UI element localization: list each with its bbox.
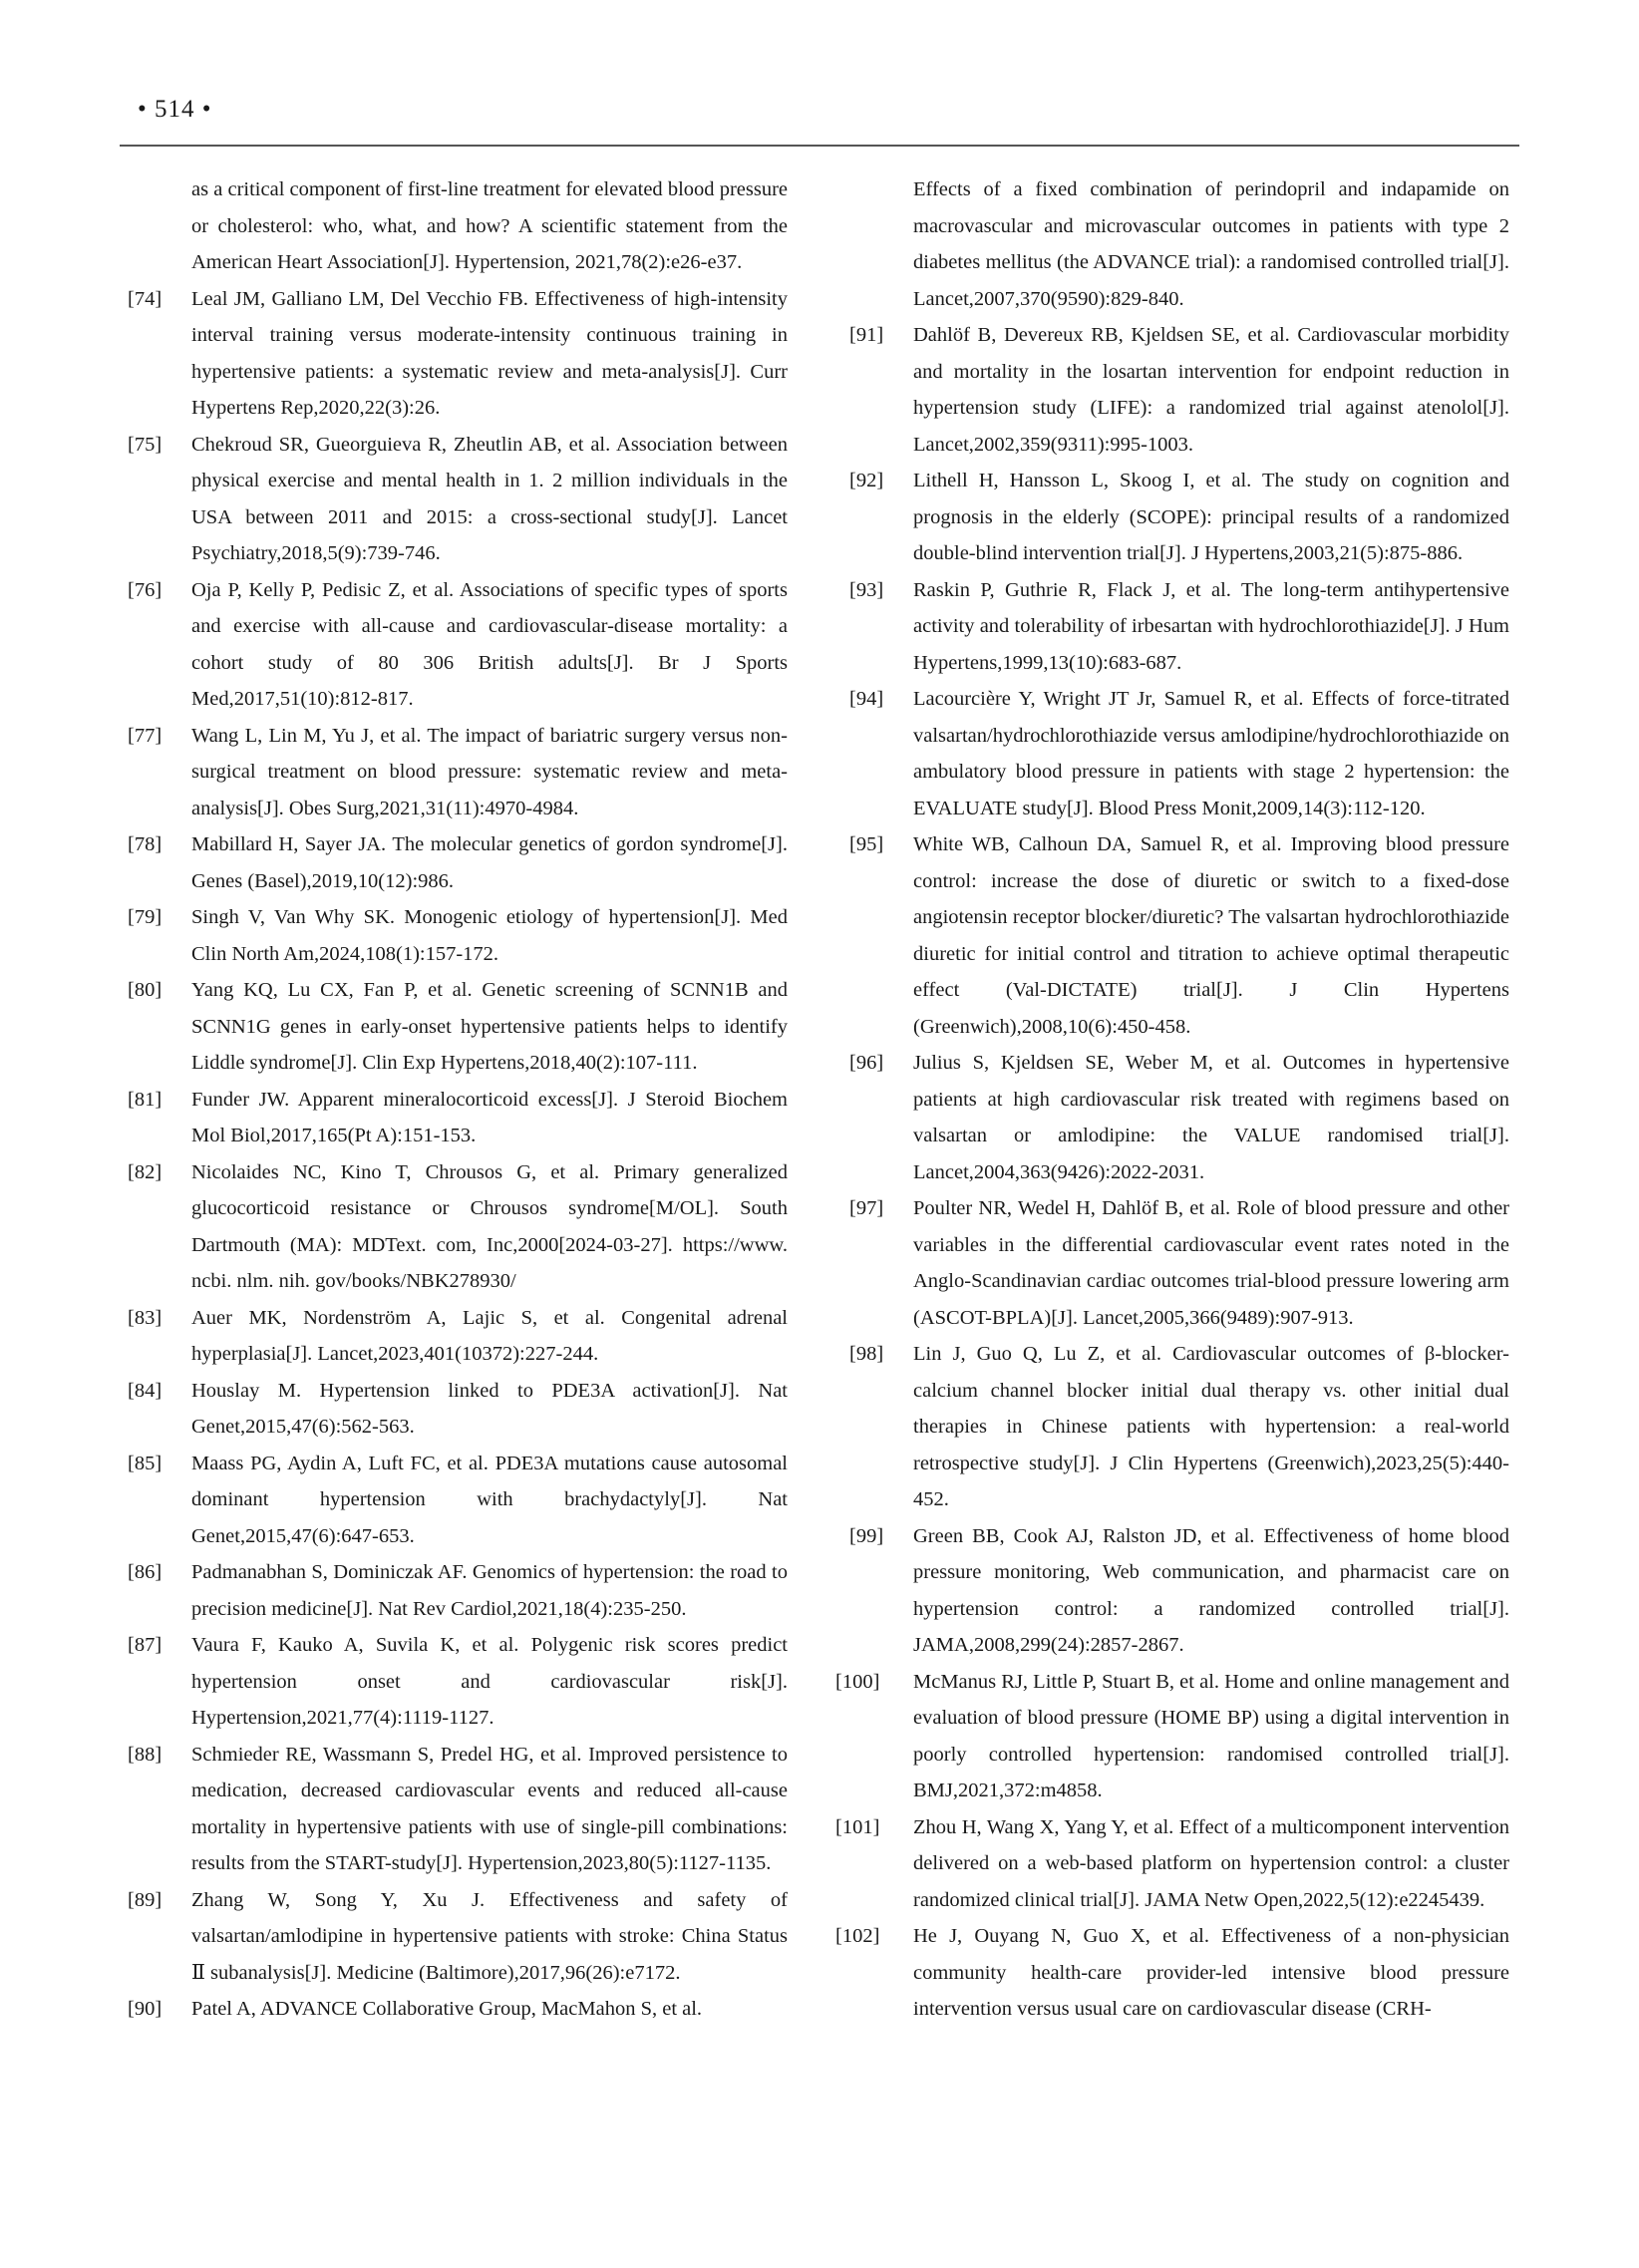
reference-number: [97] <box>849 1197 884 1219</box>
reference-text: Houslay M. Hypertension linked to PDE3A activation[J]. Nat Genet,2015,47(6):562-563. <box>191 1379 788 1438</box>
reference-number: [94] <box>849 688 884 710</box>
reference-text: Lithell H, Hansson L, Skoog I, et al. The study on cognition and prognosis in the elderly (SCOPE): principal results of a randomized double-blind intervention trial[J]. J Hypertens,2003,21(5):875-886. <box>913 470 1509 564</box>
reference-entry <box>128 1154 788 1300</box>
reference-entry <box>128 899 788 972</box>
reference-text: Lacourcière Y, Wright JT Jr, Samuel R, et al. Effects of force-titrated valsartan/hydrochlorothiazide versus amlodipine/hydrochlorothiazide on ambulatory blood pressure in patients with stage 2 hypertension: the EVALUATE study[J]. Blood Press Monit,2009,14(3):112-120. <box>913 688 1509 819</box>
reference-text: Leal JM, Galliano LM, Del Vecchio FB. Effectiveness of high-intensity interval training versus moderate-intensity continuous training in hypertensive patients: a systematic review and meta-analysis[J]. Curr Hypertens Rep,2020,22(3):26. <box>191 287 788 419</box>
reference-entry <box>849 681 1509 826</box>
reference-number: [86] <box>128 1561 163 1583</box>
reference-list-left <box>128 281 788 2028</box>
reference-text: Zhou H, Wang X, Yang Y, et al. Effect of a multicomponent intervention delivered on a web-based platform on hypertension control: a cluster randomized clinical trial[J]. JAMA Netw Open,2022,5(12):e2245439. <box>913 1815 1509 1911</box>
reference-number: [77] <box>128 724 163 747</box>
reference-text: McManus RJ, Little P, Stuart B, et al. Home and online management and evaluation of blood pressure (HOME BP) using a digital intervention in poorly controlled hypertension: randomised controlled trial[J]. BMJ,2021,372:m4858. <box>913 1670 1509 1801</box>
reference-number: [83] <box>128 1306 163 1329</box>
reference-number: [98] <box>849 1343 884 1365</box>
reference-entry <box>128 718 788 827</box>
reference-text: Schmieder RE, Wassmann S, Predel HG, et al. Improved persistence to medication, decreased cardiovascular events and reduced all-cause mortality in hypertensive patients with use of single-pill combinations: results from the START-study[J]. Hypertension,2023,80(5):1127-1135. <box>191 1743 788 1874</box>
reference-text: Chekroud SR, Gueorguieva R, Zheutlin AB, et al. Association between physical exercise and mental health in 1. 2 million individuals in the USA between 2011 and 2015: a cross-sectional study[J]. Lancet Psychiatry,2018,5(9):739-746. <box>191 433 788 564</box>
reference-text: Wang L, Lin M, Yu J, et al. The impact of bariatric surgery versus non-surgical treatment on blood pressure: systematic review and meta-analysis[J]. Obes Surg,2021,31(11):4970-4984. <box>191 724 788 819</box>
reference-number: [99] <box>849 1524 884 1547</box>
reference-text: Vaura F, Kauko A, Suvila K, et al. Polygenic risk scores predict hypertension onset and cardiovascular risk[J]. Hypertension,2021,77(4):1119-1127. <box>191 1634 788 1729</box>
left-column <box>128 171 788 2028</box>
reference-list-right <box>835 317 1509 2028</box>
page-number: • 514 • <box>138 96 212 123</box>
reference-text: Maass PG, Aydin A, Luft FC, et al. PDE3A mutations cause autosomal dominant hypertension with brachydactyly[J]. Nat Genet,2015,47(6):647-653. <box>191 1452 788 1547</box>
reference-continuation: Effects of a fixed combination of perindopril and indapamide on macrovascular and microvascular outcomes in patients with type 2 diabetes mellitus (the ADVANCE trial): a randomised controlled trial[J]. Lancet,2007,370(9590):829-840. <box>913 178 1509 310</box>
reference-number: [74] <box>128 287 163 310</box>
reference-entry <box>835 1809 1509 1919</box>
reference-entry <box>849 1336 1509 1518</box>
reference-text: Singh V, Van Why SK. Monogenic etiology of hypertension[J]. Med Clin North Am,2024,108(1):157-172. <box>191 906 788 965</box>
reference-text: Raskin P, Guthrie R, Flack J, et al. The long-term antihypertensive activity and tolerability of irbesartan with hydrochlorothiazide[J]. J Hum Hypertens,1999,13(10):683-687. <box>913 578 1509 674</box>
reference-entry <box>128 1082 788 1154</box>
reference-entry <box>128 281 788 427</box>
reference-entry <box>849 1190 1509 1336</box>
reference-number: [87] <box>128 1634 163 1656</box>
header-rule <box>120 145 1519 147</box>
reference-text: Oja P, Kelly P, Pedisic Z, et al. Associations of specific types of sports and exercise with all-cause and cardiovascular-disease mortality: a cohort study of 80 306 British adults[J]. Br J Sports Med,2017,51(10):812-817. <box>191 578 788 710</box>
reference-number: [84] <box>128 1379 163 1402</box>
reference-text: Patel A, ADVANCE Collaborative Group, MacMahon S, et al. <box>191 1998 703 2020</box>
reference-entry <box>128 427 788 572</box>
reference-text: Mabillard H, Sayer JA. The molecular genetics of gordon syndrome[J]. Genes (Basel),2019,10(12):986. <box>191 833 788 892</box>
reference-number: [92] <box>849 470 884 491</box>
reference-text: Green BB, Cook AJ, Ralston JD, et al. Effectiveness of home blood pressure monitoring, Web communication, and pharmacist care on hypertension control: a randomized controlled trial[J]. JAMA,2008,299(24):2857-2867. <box>913 1524 1509 1656</box>
reference-entry <box>849 572 1509 682</box>
reference-number: [85] <box>128 1452 163 1474</box>
reference-entry <box>128 1737 788 1882</box>
reference-text: Poulter NR, Wedel H, Dahlöf B, et al. Role of blood pressure and other variables in the differential cardiovascular event rates noted in the Anglo-Scandinavian cardiac outcomes trial-blood pressure lowering arm (ASCOT-BPLA)[J]. Lancet,2005,366(9489):907-913. <box>913 1197 1509 1329</box>
reference-text: Auer MK, Nordenström A, Lajic S, et al. Congenital adrenal hyperplasia[J]. Lancet,2023,401(10372):227-244. <box>191 1306 788 1365</box>
reference-entry <box>128 1554 788 1627</box>
reference-entry <box>849 1518 1509 1664</box>
right-column <box>835 171 1509 2028</box>
reference-entry <box>128 1373 788 1446</box>
reference-number: [82] <box>128 1160 163 1183</box>
reference-entry <box>128 826 788 899</box>
reference-entry <box>128 1446 788 1555</box>
reference-number: [81] <box>128 1088 163 1111</box>
reference-number: [78] <box>128 833 163 855</box>
reference-text: Padmanabhan S, Dominiczak AF. Genomics of hypertension: the road to precision medicine[J]. Nat Rev Cardiol,2021,18(4):235-250. <box>191 1561 788 1620</box>
reference-text: He J, Ouyang N, Guo X, et al. Effectiveness of a non-physician community health-care provider-led intensive blood pressure intervention versus usual care on cardiovascular disease (CRH- <box>913 1925 1509 2020</box>
reference-number: [88] <box>128 1743 163 1766</box>
reference-text: Zhang W, Song Y, Xu J. Effectiveness and safety of valsartan/amlodipine in hypertensive patients with stroke: China Status Ⅱ subanalysis[J]. Medicine (Baltimore),2017,96(26):e7172. <box>191 1888 788 1984</box>
reference-number: [89] <box>128 1888 163 1911</box>
reference-text: White WB, Calhoun DA, Samuel R, et al. Improving blood pressure control: increase the dose of diuretic or switch to a fixed-dose angiotensin receptor blocker/diuretic? The valsartan hydrochlorothiazide diuretic for initial control and titration to achieve optimal therapeutic effect (Val-DICTATE) trial[J]. J Clin Hypertens (Greenwich),2008,10(6):450-458. <box>913 833 1509 1038</box>
reference-number: [91] <box>849 324 884 346</box>
reference-number: [93] <box>849 578 884 601</box>
reference-text: Funder JW. Apparent mineralocorticoid excess[J]. J Steroid Biochem Mol Biol,2017,165(Pt A):151-153. <box>191 1088 788 1146</box>
reference-number: [79] <box>128 906 163 928</box>
reference-text: Lin J, Guo Q, Lu Z, et al. Cardiovascular outcomes of β-blocker-calcium channel blocker initial dual therapy vs. other initial dual therapies in Chinese patients with hypertension: a real-world retrospective study[J]. J Clin Hypertens (Greenwich),2023,25(5):440-452. <box>913 1343 1509 1510</box>
reference-text: Dahlöf B, Devereux RB, Kjeldsen SE, et al. Cardiovascular morbidity and mortality in the losartan intervention for endpoint reduction in hypertension study (LIFE): a randomized trial against atenolol[J]. Lancet,2002,359(9311):995-1003. <box>913 324 1509 456</box>
reference-number: [80] <box>128 979 163 1001</box>
reference-entry <box>128 972 788 1082</box>
reference-number: [102] <box>835 1925 880 1947</box>
reference-entry <box>835 1664 1509 1809</box>
reference-number: [96] <box>849 1052 884 1074</box>
reference-number: [95] <box>849 833 884 855</box>
reference-entry <box>128 572 788 718</box>
reference-text: Nicolaides NC, Kino T, Chrousos G, et al. Primary generalized glucocorticoid resistance or Chrousos syndrome[M/OL]. South Dartmouth (MA): MDText. com, Inc,2000[2024-03-27]. https://www. ncbi. nlm. nih. gov/books/NBK278930/ <box>191 1160 788 1292</box>
reference-number: [101] <box>835 1815 880 1838</box>
reference-number: [100] <box>835 1670 880 1693</box>
reference-number: [76] <box>128 578 163 601</box>
reference-entry <box>849 1045 1509 1190</box>
reference-number: [90] <box>128 1998 163 2020</box>
reference-entry <box>849 463 1509 572</box>
reference-number: [75] <box>128 433 163 456</box>
reference-entry <box>128 1627 788 1737</box>
reference-text: Julius S, Kjeldsen SE, Weber M, et al. Outcomes in hypertensive patients at high cardiovascular risk treated with regimens based on valsartan or amlodipine: the VALUE randomised trial[J]. Lancet,2004,363(9426):2022-2031. <box>913 1052 1509 1183</box>
reference-entry <box>128 1300 788 1373</box>
reference-entry <box>128 1991 788 2028</box>
reference-text: Yang KQ, Lu CX, Fan P, et al. Genetic screening of SCNN1B and SCNN1G genes in early-onset hypertensive patients helps to identify Liddle syndrome[J]. Clin Exp Hypertens,2018,40(2):107-111. <box>191 979 788 1074</box>
reference-entry <box>849 317 1509 463</box>
reference-entry <box>128 1882 788 1992</box>
reference-continuation: as a critical component of first-line treatment for elevated blood pressure or cholesterol: who, what, and how? A scientific statement from the American Heart Association[J]. Hypertension, 2021,78(2):e26-e37. <box>191 178 788 273</box>
reference-entry <box>835 1918 1509 2028</box>
reference-entry <box>849 826 1509 1045</box>
